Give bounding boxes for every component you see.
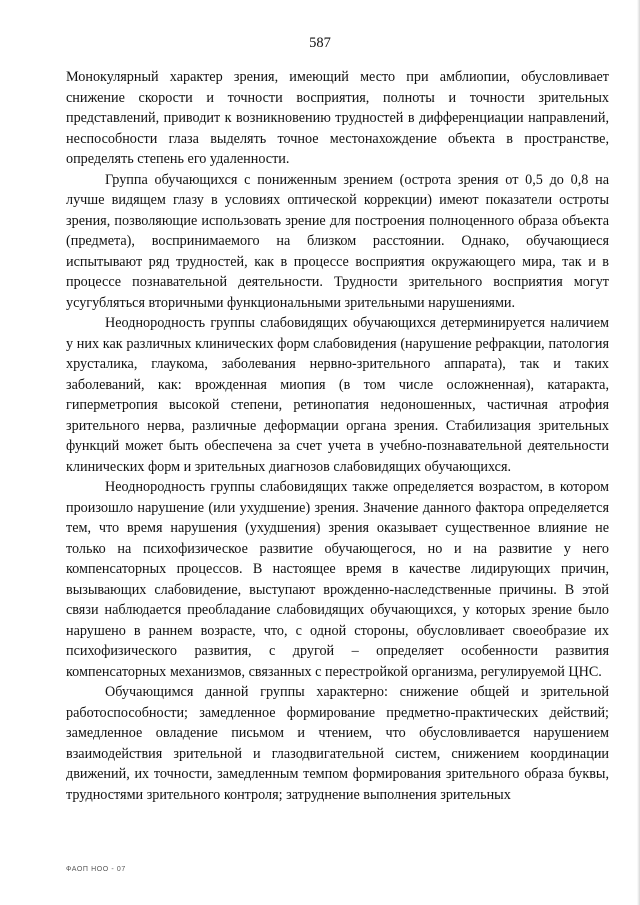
paragraph-characteristics: Обучающимся данной группы характерно: снижение общей и зрительной работоспособности; замедленное формирование предметно-практических действий; замедленное овладение письмом и чтением, что обусловливается нарушением взаимодействия зрительной и глазодвигательной систем, снижением координации движений, их точности, замедленным темпом формирования зрительного образа буквы, трудностями зрительного контроля; затруднение выполнения зрительных bbox=[66, 684, 609, 803]
paragraph-heterogeneity-clinical: Неоднородность группы слабовидящих обучающихся детерминируется наличием у них как различных клинических форм слабовидения (нарушение рефракции, патология хрусталика, глаукома, заболевания нервно-зрительного аппарата), так и таких заболеваний, как: врожденная миопия (в том числе осложненная), катаракта, гиперметропия высокой степени, ретинопатия недоношенных, частичная атрофия зрительного нерва, различные деформации органа зрения. Стабилизация зрительных функций может быть обеспечена за счет учета в учебно-познавательной деятельности клинических форм и зрительных диагнозов слабовидящих обучающихся. bbox=[66, 315, 609, 475]
document-body bbox=[66, 67, 609, 805]
paragraph-heterogeneity-age: Неоднородность группы слабовидящих также определяется возрастом, в котором произошло нарушение (или ухудшение) зрения. Значение данного фактора определяется тем, что время нарушения (ухудшения) зрения оказывает существенное влияние не только на психофизическое развитие обучающегося, но и на развитие у него компенсаторных процессов. В настоящее время в качестве лидирующих причин, вызывающих слабовидение, выступают врожденно-наследственные причины. В этой связи наблюдается преобладание слабовидящих обучающихся, у которых зрение было нарушено в раннем возрасте, что, с одной стороны, обусловливает своеобразие их психофизического развития, с другой – определяет особенности развития компенсаторных механизмов, связанных с перестройкой организма, регулируемой ЦНС. bbox=[66, 479, 609, 680]
page-number: 587 bbox=[309, 35, 331, 51]
paragraph-amblyopia: Монокулярный характер зрения, имеющий место при амблиопии, обусловливает снижение скорости и точности восприятия, полноты и точности зрительных представлений, приводит к возникновению трудностей в дифференциации направлений, неспособности глаза выделять точное местонахождение объекта в пространстве, определять степень его удаленности. bbox=[66, 69, 609, 167]
footer-label: ФАОП НОО - 07 bbox=[66, 866, 126, 873]
paragraph-reduced-vision: Группа обучающихся с пониженным зрением (острота зрения от 0,5 до 0,8 на лучше видящем глазу в условиях оптической коррекции) имеют показатели остроты зрения, позволяющие использовать зрение для построения полноценного образа объекта (предмета), воспринимаемого на близком расстоянии. Однако, обучающиеся испытывают ряд трудностей, как в процессе восприятия окружающего мира, так и в процессе познавательной деятельности. Трудности зрительного восприятия могут усугубляться вторичными функциональными зрительными нарушениями. bbox=[66, 171, 609, 311]
